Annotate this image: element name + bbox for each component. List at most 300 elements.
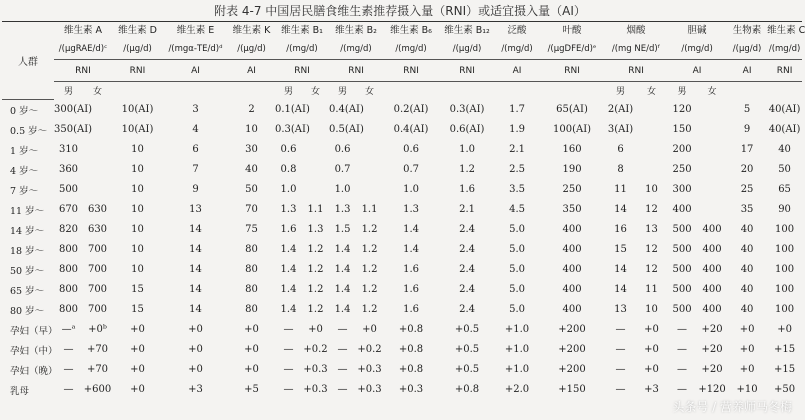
age-group-cell: 孕妇（中） <box>10 345 58 357</box>
value-cell: 4 <box>192 124 199 135</box>
value-cell: — <box>63 384 74 395</box>
sex-male-label: 男 <box>283 87 293 97</box>
value-cell: 100 <box>775 224 795 235</box>
value-cell: 75 <box>245 224 258 235</box>
watermark: 头条号 / 营养师马冬梅 <box>672 400 792 414</box>
value-cell: +0.3 <box>303 364 328 375</box>
value-cell: +70 <box>86 364 109 375</box>
value-cell: 9 <box>192 184 199 195</box>
value-cell: 35 <box>740 204 754 215</box>
value-cell: 0.6 <box>403 144 419 155</box>
value-cell: +0.2 <box>357 344 382 355</box>
value-cell: 1.3 <box>334 204 351 215</box>
table-row <box>2 120 802 140</box>
value-cell: 400 <box>562 264 582 275</box>
table-row <box>2 180 802 200</box>
value-cell: 40 <box>740 244 754 255</box>
value-cell: 0.6 <box>280 144 297 155</box>
value-cell: 9 <box>743 124 751 135</box>
value-cell: 10 <box>245 124 258 135</box>
value-cell: +0.3 <box>398 384 424 395</box>
value-cell: 5.0 <box>509 304 525 315</box>
value-cell: 1.6 <box>403 264 419 275</box>
value-cell: +0 <box>308 324 323 335</box>
value-cell: 14 <box>189 244 202 255</box>
value-cell: 160 <box>562 144 582 155</box>
nutrient-name: 维生素 B₂ <box>329 22 383 40</box>
value-cell: +0 <box>188 344 203 355</box>
value-cell: +0 <box>362 324 377 335</box>
value-cell: 40 <box>740 284 754 295</box>
nutrient-unit: /(mg/d) <box>767 39 802 60</box>
value-cell: 3.5 <box>509 184 525 195</box>
value-cell: 10 <box>131 244 144 255</box>
value-cell: 1.2 <box>361 284 378 295</box>
value-cell: +0.8 <box>398 324 424 335</box>
value-cell <box>83 140 112 160</box>
value-cell <box>697 180 727 200</box>
age-group-cell: 0 岁～ <box>10 105 39 117</box>
value-cell: 800 <box>58 284 79 295</box>
value-cell: — <box>283 344 294 355</box>
value-cell: 14 <box>189 304 202 315</box>
nutrient-unit: /(μgDFE/d)ᵉ <box>539 39 605 60</box>
value-cell: 1.3 <box>403 204 419 215</box>
value-cell <box>356 180 383 200</box>
value-cell: 40 <box>740 304 754 315</box>
age-group-cell: 乳母 <box>10 385 30 397</box>
value-cell: 500 <box>672 284 692 295</box>
value-cell: 300(AI) <box>54 103 93 115</box>
value-cell: 700 <box>87 264 108 275</box>
value-cell: +0.5 <box>454 364 480 375</box>
value-cell: — <box>283 324 294 335</box>
nutrient-name: 烟酸 <box>605 22 667 40</box>
value-cell: 14 <box>614 204 627 215</box>
sex-male-label: 男 <box>338 87 348 97</box>
value-cell: 0.1(AI) <box>275 103 310 115</box>
nutrient-name: 泛酸 <box>495 22 539 40</box>
value-cell: 12 <box>645 244 658 255</box>
value-cell <box>697 120 727 140</box>
value-cell <box>83 180 112 200</box>
value-cell: 1.2 <box>361 224 378 235</box>
value-cell: 100(AI) <box>553 124 592 135</box>
table-row <box>2 300 802 320</box>
value-cell: 800 <box>58 304 79 315</box>
value-cell: — <box>283 364 294 375</box>
value-cell: 5.0 <box>509 284 525 295</box>
value-cell: 0.6 <box>334 144 351 155</box>
value-cell: — <box>615 344 626 355</box>
value-cell: 40(AI) <box>768 103 801 115</box>
nutrient-unit: /(mg/d) <box>495 39 539 60</box>
value-cell: 0.2(AI) <box>393 103 429 115</box>
value-cell: +0 <box>130 344 145 355</box>
value-cell: +0.8 <box>398 344 424 355</box>
value-cell: 100 <box>775 304 795 315</box>
value-cell: +200 <box>558 344 586 355</box>
value-cell: 100 <box>775 284 795 295</box>
sex-male-label: 男 <box>677 87 687 97</box>
age-group-cell: 1 岁～ <box>10 145 39 157</box>
nutrient-name: 维生素 A <box>54 22 112 40</box>
value-cell: 10 <box>645 184 658 195</box>
nutrient-unit: /(mg/d) <box>667 39 727 60</box>
value-cell: — <box>677 324 688 335</box>
value-cell: 11 <box>614 184 627 195</box>
value-cell: 400 <box>672 204 692 215</box>
value-cell: 10 <box>131 264 144 275</box>
value-cell: 40 <box>740 224 754 235</box>
value-cell: 400 <box>562 224 582 235</box>
value-cell: 12 <box>645 204 658 215</box>
value-cell: +1.0 <box>504 344 530 355</box>
value-cell: — <box>337 344 348 355</box>
nutrient-unit: /(μgRAE/d)ᶜ <box>54 39 112 60</box>
table-row <box>2 380 802 400</box>
value-cell: 25 <box>740 184 754 195</box>
value-cell: 1.4 <box>403 244 419 255</box>
crowd-header: 人群 <box>2 22 54 100</box>
value-cell: 1.2 <box>361 304 378 315</box>
value-cell: +0 <box>244 344 259 355</box>
value-cell: 400 <box>702 264 722 275</box>
value-cell: 1.2 <box>459 164 475 175</box>
age-group-cell: 14 岁～ <box>10 225 45 237</box>
value-cell: 2(AI) <box>607 103 634 115</box>
nutrient-unit: /(μg/d) <box>727 39 767 60</box>
intake-type: AI <box>163 60 228 82</box>
value-cell: 6 <box>617 144 624 155</box>
value-cell: 1.2 <box>307 284 324 295</box>
nutrient-name: 维生素 B₁₂ <box>439 22 495 40</box>
value-cell: 400 <box>702 244 722 255</box>
sex-female-label: 女 <box>311 87 321 97</box>
value-cell <box>636 160 667 180</box>
value-cell: 100 <box>775 244 795 255</box>
value-cell: — <box>63 344 74 355</box>
nutrient-name: 维生素 D <box>112 22 163 40</box>
value-cell: 700 <box>87 304 108 315</box>
value-cell: 5.0 <box>509 224 525 235</box>
value-cell: 1.9 <box>509 124 525 135</box>
nutrient-unit: /(μg/d) <box>228 39 275 60</box>
value-cell: 14 <box>189 224 202 235</box>
value-cell: — <box>615 384 626 395</box>
value-cell: — <box>677 384 688 395</box>
value-cell: +150 <box>558 384 586 395</box>
value-cell: 15 <box>131 304 144 315</box>
value-cell: 400 <box>562 304 582 315</box>
table-row <box>2 340 802 360</box>
value-cell: 7 <box>192 164 199 175</box>
value-cell: +200 <box>558 364 586 375</box>
value-cell: +2.0 <box>504 384 530 395</box>
value-cell: 13 <box>614 304 627 315</box>
value-cell: 1.4 <box>334 244 351 255</box>
value-cell: 5.0 <box>509 264 525 275</box>
value-cell: +120 <box>698 384 726 395</box>
value-cell: 0.3(AI) <box>449 103 485 115</box>
value-cell: 670 <box>58 204 79 215</box>
intake-type: AI <box>667 60 727 82</box>
value-cell: 14 <box>614 284 627 295</box>
age-group-cell: 80 岁～ <box>10 305 45 317</box>
value-cell: 10(AI) <box>121 103 154 115</box>
vitamin-table <box>2 21 805 400</box>
value-cell: 1.3 <box>280 204 297 215</box>
value-cell: +600 <box>83 384 112 395</box>
value-cell: 2.4 <box>459 284 475 295</box>
value-cell: +0 <box>644 324 659 335</box>
table-row <box>2 260 802 280</box>
value-cell: 1.2 <box>361 244 378 255</box>
value-cell: 400 <box>702 284 722 295</box>
value-cell: 1.1 <box>361 204 378 215</box>
value-cell: 3 <box>192 103 199 115</box>
value-cell <box>636 120 667 140</box>
value-cell: 4.5 <box>509 204 525 215</box>
value-cell <box>636 99 667 120</box>
value-cell: +0 <box>130 364 145 375</box>
value-cell: 120 <box>672 103 692 115</box>
value-cell: +0 <box>130 324 145 335</box>
nutrient-unit: /(mg NE/d)ᶠ <box>605 39 667 60</box>
nutrient-name: 胆碱 <box>667 22 727 40</box>
value-cell: +70 <box>86 344 109 355</box>
value-cell: 0.7 <box>334 164 351 175</box>
intake-type: RNI <box>54 60 112 82</box>
value-cell: — <box>615 364 626 375</box>
value-cell: 800 <box>58 244 79 255</box>
value-cell: 1.6 <box>403 304 419 315</box>
nutrient-unit: /(μg/d) <box>439 39 495 60</box>
value-cell: 10 <box>645 304 658 315</box>
value-cell: 800 <box>58 264 79 275</box>
table-row <box>2 140 802 160</box>
value-cell: +0 <box>244 364 259 375</box>
intake-type: RNI <box>329 60 383 82</box>
value-cell: 15 <box>131 284 144 295</box>
value-cell <box>697 99 727 120</box>
value-cell: +3 <box>644 384 659 395</box>
intake-type: RNI <box>112 60 163 82</box>
value-cell: 700 <box>87 284 108 295</box>
value-cell: 17 <box>740 144 754 155</box>
value-cell: 1.6 <box>459 184 475 195</box>
value-cell: +0 <box>244 324 259 335</box>
value-cell: +0.3 <box>357 364 382 375</box>
value-cell: +1.0 <box>504 324 530 335</box>
value-cell: 2.4 <box>459 244 475 255</box>
value-cell: 10 <box>131 144 144 155</box>
value-cell: 1.2 <box>307 304 324 315</box>
nutrient-unit: /(mg/d) <box>383 39 439 60</box>
intake-type: AI <box>727 60 767 82</box>
value-cell: +10 <box>736 384 758 395</box>
value-cell: 400 <box>562 244 582 255</box>
value-cell: 0.4(AI) <box>393 124 429 135</box>
nutrient-unit: /(μg/d) <box>112 39 163 60</box>
value-cell: +0.3 <box>357 384 382 395</box>
intake-type: AI <box>228 60 275 82</box>
value-cell: 80 <box>245 244 258 255</box>
value-cell: 0.8 <box>280 164 297 175</box>
value-cell: +0 <box>188 364 203 375</box>
value-cell: 10 <box>131 224 144 235</box>
value-cell: +20 <box>701 344 723 355</box>
value-cell <box>302 160 329 180</box>
value-cell: 1.4 <box>280 264 297 275</box>
value-cell <box>697 200 727 220</box>
value-cell: — <box>615 324 626 335</box>
value-cell: 0.5(AI) <box>329 124 364 135</box>
value-cell: 1.4 <box>334 264 351 275</box>
value-cell: 1.0 <box>459 144 475 155</box>
age-group-cell: 孕妇（早） <box>10 325 58 337</box>
value-cell: 5 <box>743 103 751 115</box>
value-cell: 400 <box>562 284 582 295</box>
value-cell: 2.1 <box>509 144 525 155</box>
intake-type: RNI <box>275 60 329 82</box>
value-cell: 90 <box>778 204 791 215</box>
value-cell: +0.3 <box>303 384 328 395</box>
table-row <box>2 99 802 120</box>
value-cell: 400 <box>702 304 722 315</box>
value-cell: 500 <box>672 304 692 315</box>
age-group-cell: 11 岁～ <box>10 205 45 217</box>
value-cell: 2.5 <box>509 164 525 175</box>
value-cell: — <box>337 364 348 375</box>
value-cell <box>697 140 727 160</box>
value-cell: +0.8 <box>398 364 424 375</box>
value-cell: 10(AI) <box>121 124 154 135</box>
value-cell: 1.4 <box>280 284 297 295</box>
sex-male-label: 男 <box>63 87 73 97</box>
value-cell: 6 <box>192 144 199 155</box>
value-cell: 310 <box>58 144 79 155</box>
value-cell: 10 <box>131 204 144 215</box>
value-cell: 80 <box>245 304 258 315</box>
table-body <box>2 99 802 400</box>
value-cell: 1.2 <box>361 264 378 275</box>
value-cell <box>356 160 383 180</box>
table-row <box>2 280 802 300</box>
value-cell: 30 <box>245 144 258 155</box>
nutrient-unit: /(mg/d) <box>329 39 383 60</box>
value-cell: 1.5 <box>334 224 351 235</box>
value-cell: +3 <box>188 384 203 395</box>
intake-type: RNI <box>439 60 495 82</box>
value-cell: 350(AI) <box>54 124 93 135</box>
value-cell: 1.6 <box>403 284 419 295</box>
value-cell: 1.0 <box>403 184 419 195</box>
age-group-cell: 65 岁～ <box>10 285 45 297</box>
age-group-cell: 0.5 岁～ <box>10 125 48 137</box>
sex-female-label: 女 <box>365 87 375 97</box>
value-cell: 10 <box>131 184 144 195</box>
value-cell: 500 <box>672 224 692 235</box>
value-cell: 250 <box>562 184 582 195</box>
value-cell <box>302 180 329 200</box>
value-cell: 1.4 <box>280 244 297 255</box>
value-cell: — <box>337 324 348 335</box>
value-cell: 8 <box>617 164 624 175</box>
value-cell: 1.0 <box>334 184 351 195</box>
nutrient-unit: /(mgα-TE/d)ᵈ <box>163 39 228 60</box>
value-cell: 1.1 <box>307 204 324 215</box>
nutrient-name: 叶酸 <box>539 22 605 40</box>
value-cell: 10 <box>131 164 144 175</box>
value-cell: 20 <box>740 164 754 175</box>
value-cell <box>356 140 383 160</box>
value-cell: +0 <box>644 344 659 355</box>
value-cell: 50 <box>778 164 791 175</box>
value-cell: +0.2 <box>303 344 328 355</box>
value-cell: 12 <box>645 264 658 275</box>
age-group-cell: 18 岁～ <box>10 245 45 257</box>
value-cell: 3(AI) <box>607 124 634 135</box>
value-cell: 630 <box>87 224 108 235</box>
value-cell: +0 <box>644 364 659 375</box>
table-row <box>2 200 802 220</box>
age-group-cell: 孕妇（晚） <box>10 365 58 377</box>
value-cell: 40 <box>740 264 754 275</box>
value-cell: 2.4 <box>459 224 475 235</box>
value-cell: 14 <box>189 284 202 295</box>
value-cell: +0 <box>130 384 145 395</box>
value-cell: 13 <box>189 204 202 215</box>
value-cell: 2.4 <box>459 304 475 315</box>
value-cell <box>697 160 727 180</box>
value-cell: 65 <box>778 184 791 195</box>
value-cell: — <box>63 364 74 375</box>
value-cell: 630 <box>87 204 108 215</box>
table-row <box>2 320 802 340</box>
value-cell: +50 <box>774 384 796 395</box>
table-row <box>2 360 802 380</box>
value-cell: +0.5 <box>454 324 480 335</box>
value-cell: 80 <box>245 284 258 295</box>
value-cell: 50 <box>245 184 258 195</box>
value-cell: +15 <box>774 344 796 355</box>
value-cell: 2 <box>248 103 255 115</box>
value-cell: 500 <box>58 184 79 195</box>
value-cell: 13 <box>645 224 658 235</box>
table-row <box>2 160 802 180</box>
value-cell: 5.0 <box>509 244 525 255</box>
value-cell: 14 <box>189 264 202 275</box>
value-cell: 350 <box>562 204 582 215</box>
intake-type: RNI <box>605 60 667 82</box>
value-cell: — <box>677 344 688 355</box>
value-cell: 2.1 <box>459 204 475 215</box>
value-cell: — <box>677 364 688 375</box>
nutrient-unit: /(mg/d) <box>275 39 329 60</box>
value-cell: 2.4 <box>459 264 475 275</box>
value-cell: +0ᵇ <box>88 324 107 335</box>
value-cell: +0 <box>777 324 792 335</box>
value-cell: +20 <box>701 364 723 375</box>
value-cell: 0.3(AI) <box>275 124 310 135</box>
value-cell: 40(AI) <box>768 124 801 135</box>
value-cell: +15 <box>774 364 796 375</box>
value-cell: 1.4 <box>403 224 419 235</box>
value-cell: 0.7 <box>403 164 419 175</box>
value-cell: +0 <box>188 324 203 335</box>
value-cell: 1.0 <box>280 184 297 195</box>
